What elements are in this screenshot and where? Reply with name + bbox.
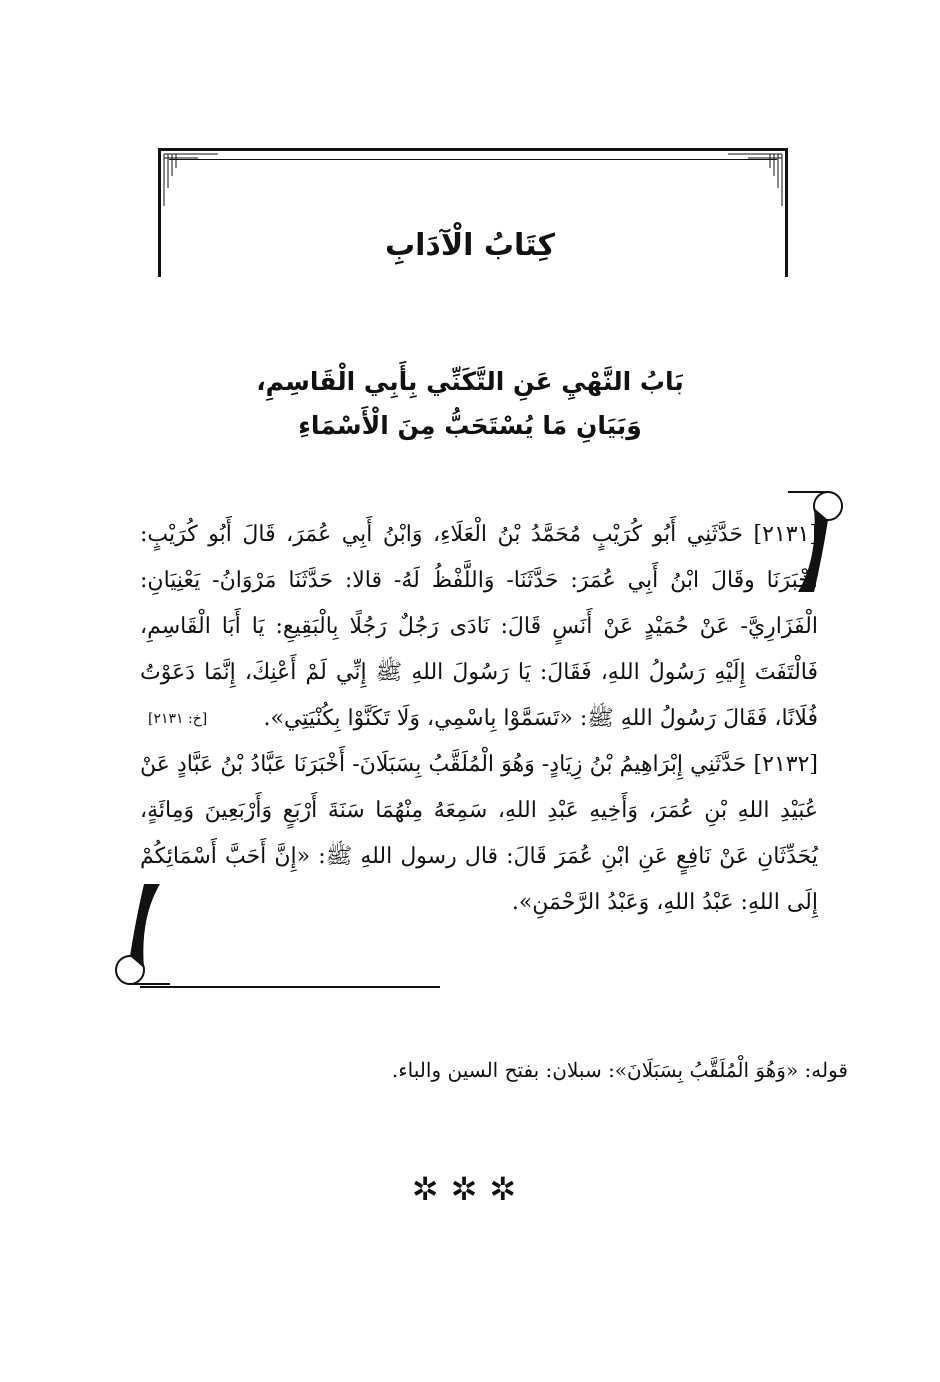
book-title: كِتَابُ الْآدَابِ [385, 228, 555, 263]
hadith-body: حَدَّثَنِي أَبُو كُرَيْبٍ مُحَمَّدُ بْنُ الْعَلَاءِ، وَابْنُ أَبِي عُمَرَ، قَالَ أَبُو كُرَيْبٍ: أَخْبَرَنَا وقَالَ ابْنُ أَبِي عُمَرَ: حَدَّثَنَا- وَاللَّفْظُ لَهُ- قالا: حَدَّثَنَا مَرْوَانُ- يَعْنِيَانِ: الْفَزَارِيَّ- عَنْ حُمَيْدٍ عَنْ أَنَسٍ قَالَ: نَادَى رَجُلٌ رَجُلًا بِالْبَقِيعِ: يَا أَبَا الْقَاسِمِ، فَالْتَفَتَ إِلَيْهِ رَسُولُ اللهِ، فَقَالَ: يَا رَسُولَ اللهِ ﷺ إِنِّي لَمْ أَعْنِكَ، إِنَّمَا دَعَوْتُ فُلَانًا، فَقَالَ رَسُولُ اللهِ ﷺ: «تَسَمَّوْا بِاسْمِي، وَلَا تَكَنَّوْا بِكُنْيَتِي». [140, 522, 818, 731]
section-end-ornament: ✲✲✲ [411, 1170, 529, 1208]
footnote: قوله: «وَهُوَ الْمُلَقَّبُ بِسَبَلَانَ»: سبلان: بفتح السين والباء. [391, 1058, 848, 1082]
chapter-heading [120, 360, 820, 448]
chapter-heading-line-1: بَابُ النَّهْيِ عَنِ التَّكَنِّي بِأَبِي الْقَاسِمِ، [256, 367, 684, 396]
frame-corner-ornament-left [158, 148, 228, 208]
hadith-text [140, 512, 818, 926]
hadith-2131 [140, 512, 818, 742]
hadith-2132 [140, 742, 818, 926]
title-frame-inner-line [169, 159, 777, 160]
hadith-reference: [خ: ٢١٣١] [148, 711, 208, 727]
frame-corner-ornament-right [718, 148, 788, 208]
chapter-heading-line-2: وَبَيَانِ مَا يُسْتَحَبُّ مِنَ الْأَسْمَاءِ [298, 411, 642, 440]
block-bottom-rule [140, 986, 440, 988]
hadith-body: حَدَّثَنِي إِبْرَاهِيمُ بْنُ زِيَادٍ- وَهُوَ الْمُلَقَّبُ بِسَبَلَانَ- أَخْبَرَنَا عَبَّادُ بْنُ عَبَّادٍ عَنْ عُبَيْدِ اللهِ بْنِ عُمَرَ، وَأَخِيهِ عَبْدِ اللهِ، سَمِعَهُ مِنْهُمَا سَنَةَ أَرْبَعٍ وَأَرْبَعِينَ وَمِائَةٍ، يُحَدِّثَانِ عَنْ نَافِعٍ عَنِ ابْنِ عُمَرَ قَالَ: قال رسول اللهِ ﷺ: «إِنَّ أَحَبَّ أَسْمَائِكُمْ إِلَى اللهِ: عَبْدُ اللهِ، وَعَبْدُ الرَّحْمَنِ». [140, 752, 818, 915]
hadith-number: [٢١٣٢] [753, 752, 818, 777]
hadith-number: [٢١٣١] [753, 522, 818, 547]
hadith-block [110, 488, 848, 988]
